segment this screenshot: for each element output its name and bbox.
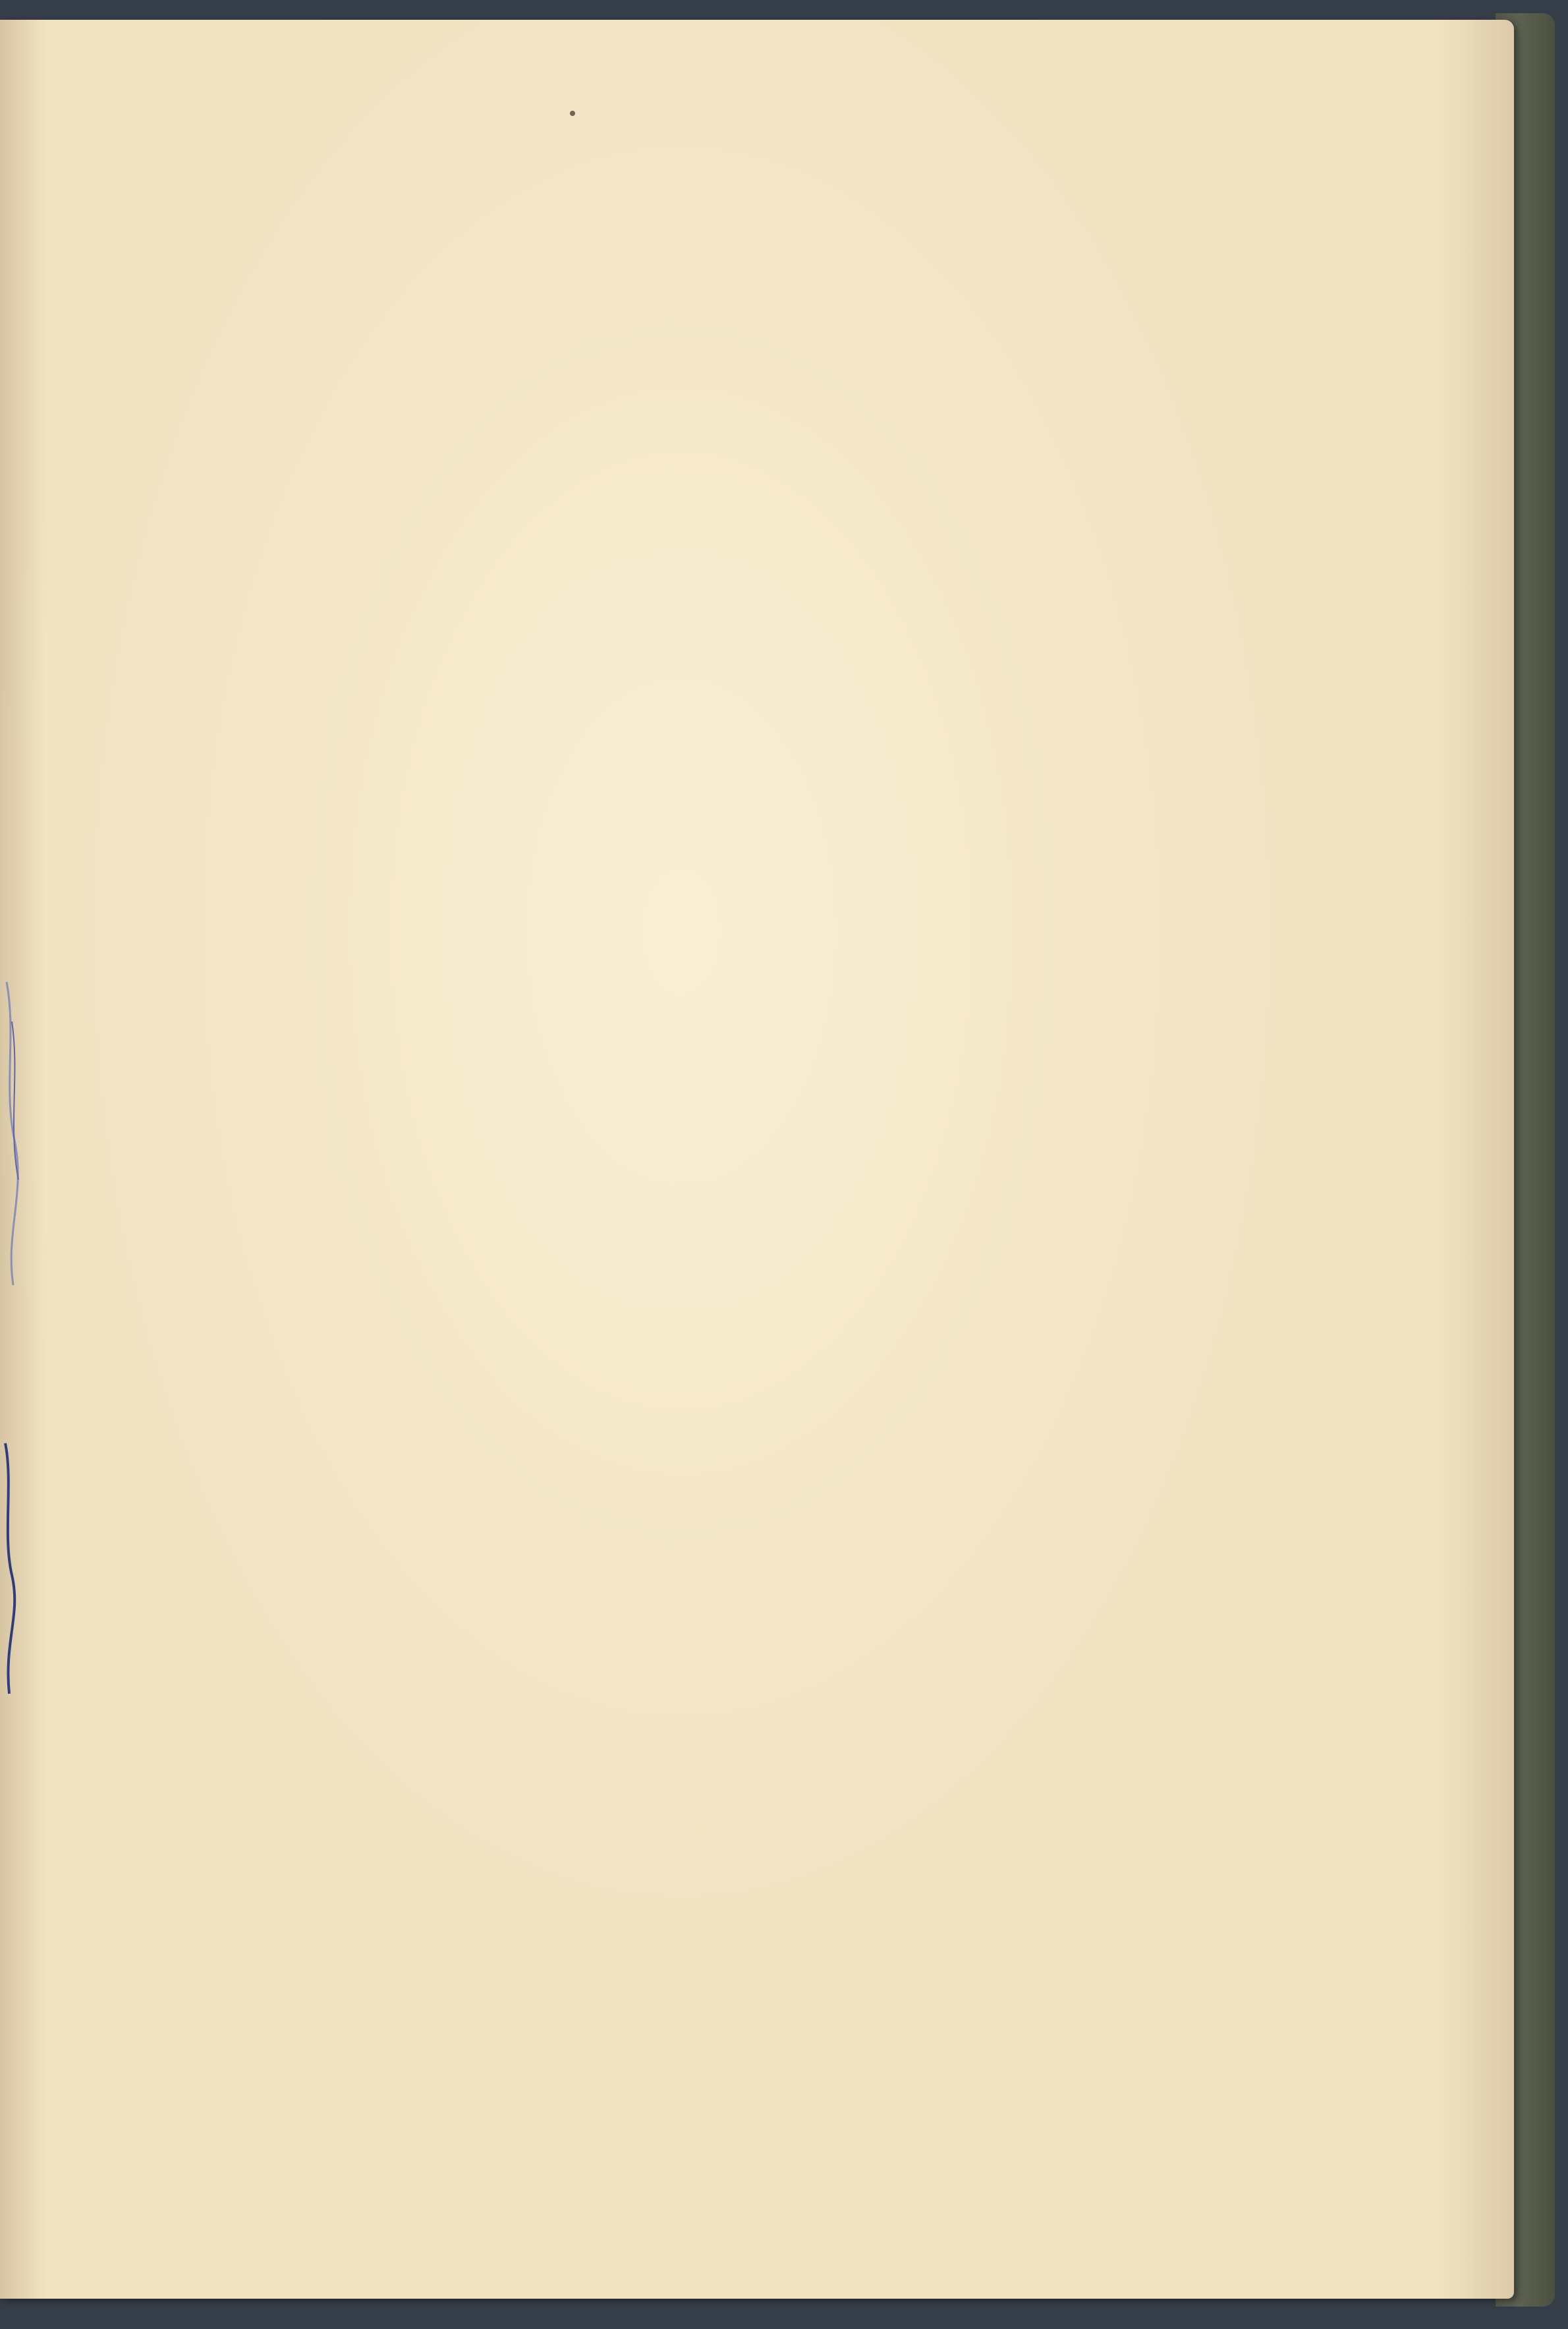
loose-threads	[0, 982, 26, 1773]
ink-dot	[570, 111, 575, 116]
book-page	[0, 20, 1514, 2299]
